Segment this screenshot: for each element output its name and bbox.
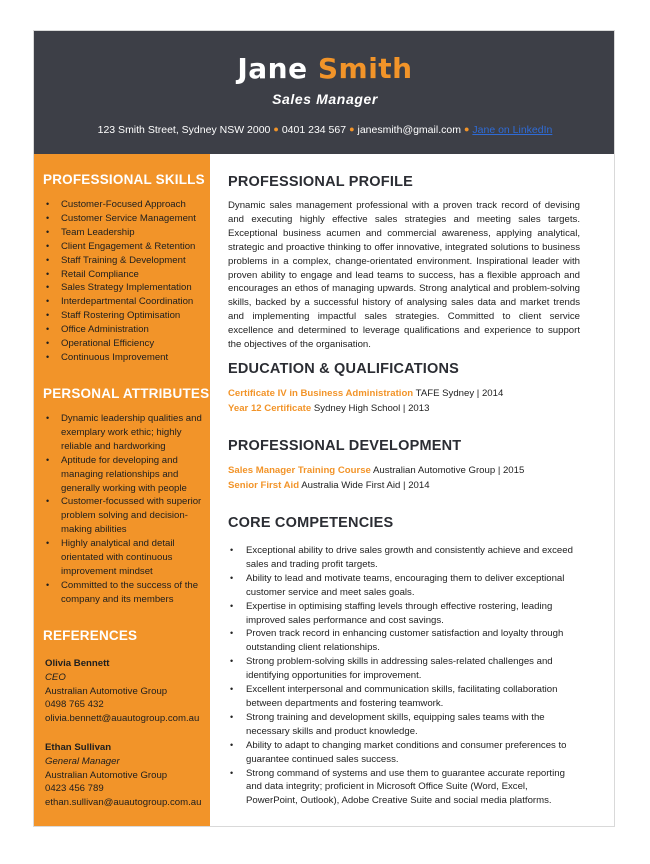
reference-entry	[45, 741, 210, 810]
reference-name: Olivia Bennett	[45, 658, 110, 669]
first-name: Jane	[237, 52, 308, 85]
skills-heading: PROFESSIONAL SKILLS	[43, 172, 205, 187]
reference-company: Australian Automotive Group	[45, 685, 168, 697]
competency-item: • Ability to lead and motivate teams, encouraging them to deliver exceptional customer service and meet sales goals.	[228, 572, 580, 600]
competency-item: • Expertise in optimising staffing levels through effective rostering, leading improved sales performance and cost savings.	[228, 600, 580, 628]
contact-line	[34, 124, 615, 136]
development-item	[228, 479, 524, 494]
profile-heading: PROFESSIONAL PROFILE	[228, 174, 414, 190]
skill-item: • Continuous Improvement	[46, 351, 206, 365]
last-name: Smith	[317, 52, 413, 85]
competency-item: • Excellent interpersonal and communication skills, facilitating collaboration between departments and fostering teamwork.	[228, 683, 580, 711]
competency-item: • Strong problem-solving skills in addressing sales-related challenges and identifying opportunities for improvement.	[228, 655, 580, 683]
competency-item: • Proven track record in enhancing customer satisfaction and loyalty through outstanding client relationships.	[228, 627, 580, 655]
reference-role: CEO	[45, 671, 66, 683]
reference-email[interactable]: olivia.bennett@auautogroup.com.au	[45, 713, 200, 725]
development-list	[228, 464, 524, 493]
education-list	[228, 387, 503, 416]
reference-role: General Manager	[45, 755, 120, 767]
reference-phone: 0498 765 432	[45, 699, 104, 711]
competencies-heading: CORE COMPETENCIES	[228, 515, 394, 531]
separator-dot: ●	[273, 124, 279, 134]
education-course: Year 12 Certificate	[228, 402, 312, 414]
skills-list	[46, 198, 206, 365]
skill-item: • Client Engagement & Retention	[46, 240, 206, 254]
competencies-list	[228, 544, 580, 808]
education-heading: EDUCATION & QUALIFICATIONS	[228, 361, 460, 377]
separator-dot: ●	[349, 124, 355, 134]
competency-item: • Ability to adapt to changing market conditions and consumer preferences to guarantee continued sales success.	[228, 739, 580, 767]
reference-name: Ethan Sullivan	[45, 742, 112, 753]
job-title: Sales Manager	[272, 91, 378, 107]
competency-item: • Strong command of systems and use them to guarantee accurate reporting and data integrity; proficient in Microsoft Office Suite (Word, Excel, PowerPoint, Outlook), Adobe Creative Suite and social media platforms.	[228, 767, 580, 809]
reference-entry	[45, 657, 210, 726]
skill-item: • Interdepartmental Coordination	[46, 295, 206, 309]
skill-item: • Sales Strategy Implementation	[46, 281, 206, 295]
linkedin-link[interactable]: Jane on LinkedIn	[472, 124, 553, 136]
education-detail: TAFE Sydney | 2014	[415, 388, 504, 399]
candidate-name	[34, 52, 615, 85]
profile-text: Dynamic sales management professional with a proven track record of devising and executing highly effective sales strategies and meeting sales targets. Exceptional business acumen and commercial awareness, applying analytical, strategic and proactive thinking to offer innovative, integrated solutions to business problems in a complex, change-orientated environment. Inspirational leader with proven ability to engage and lead teams to success, has a flexible approach and encourages an ethos of managing upwards. Strong analytical and problem-solving skills, backed by a successful history of analysing sales data and market trends and implementing impactful sales strategies. Committed to client service excellence and determined to leverage qualifications and experience to support the objectives of the organisation.	[228, 200, 580, 351]
address: 123 Smith Street, Sydney NSW 2000	[97, 124, 271, 136]
email[interactable]: janesmith@gmail.com	[357, 124, 461, 136]
skill-item: • Staff Rostering Optimisation	[46, 309, 206, 323]
reference-company: Australian Automotive Group	[45, 769, 168, 781]
development-detail: Australian Automotive Group | 2015	[373, 465, 525, 476]
references-heading: REFERENCES	[43, 628, 138, 643]
attribute-item: • Aptitude for developing and managing relationships and generally working with people	[46, 454, 206, 496]
skill-item: • Office Administration	[46, 323, 206, 337]
sidebar	[34, 154, 210, 827]
education-item	[228, 387, 503, 402]
resume-header	[34, 31, 615, 154]
development-course: Sales Manager Training Course	[228, 465, 371, 476]
attributes-heading: PERSONAL ATTRIBUTES	[43, 386, 210, 401]
development-detail: Australia Wide First Aid | 2014	[301, 479, 430, 491]
education-course: Certificate IV in Business Administration	[228, 388, 414, 399]
development-course: Senior First Aid	[228, 479, 300, 491]
attribute-item: • Dynamic leadership qualities and exemplary work ethic; highly reliable and hardworking	[46, 412, 206, 454]
skill-item: • Operational Efficiency	[46, 337, 206, 351]
reference-email[interactable]: ethan.sullivan@auautogroup.com.au	[45, 797, 202, 809]
skill-item: • Customer-Focused Approach	[46, 198, 206, 212]
competency-item: • Strong training and development skills, equipping sales teams with the necessary skills and product knowledge.	[228, 711, 580, 739]
skill-item: • Staff Training & Development	[46, 254, 206, 268]
competency-item: • Exceptional ability to drive sales growth and consistently achieve and exceed sales and trading profit targets.	[228, 544, 580, 572]
reference-phone: 0423 456 789	[45, 783, 104, 795]
development-item	[228, 464, 524, 479]
attribute-item: • Highly analytical and detail orientated with continuous improvement mindset	[46, 537, 206, 579]
attributes-list	[46, 412, 206, 607]
skill-item: • Customer Service Management	[46, 212, 206, 226]
attribute-item: • Committed to the success of the company and its members	[46, 579, 206, 607]
phone: 0401 234 567	[281, 124, 347, 136]
skill-item: • Team Leadership	[46, 226, 206, 240]
resume-page	[33, 30, 615, 827]
separator-dot: ●	[463, 124, 470, 134]
development-heading: PROFESSIONAL DEVELOPMENT	[228, 438, 462, 454]
education-detail: Sydney High School | 2013	[313, 402, 430, 414]
skill-item: • Retail Compliance	[46, 268, 206, 282]
attribute-item: • Customer-focussed with superior problem solving and decision-making abilities	[46, 495, 206, 537]
education-item	[228, 402, 503, 417]
